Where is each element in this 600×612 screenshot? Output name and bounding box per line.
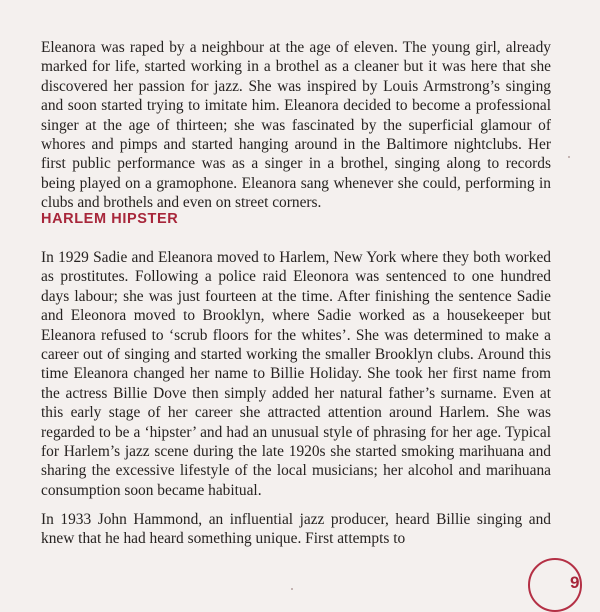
hammond-paragraph: In 1933 John Hammond, an influential jazz producer, heard Billie singing and knew that he had heard something unique. First attempts to	[41, 511, 551, 548]
page-number: 9	[570, 573, 580, 592]
intro-paragraph: Eleanora was raped by a neighbour at the age of eleven. The young girl, already marked for life, started working in a brothel as a cleaner but it was here that she discovered her passion for jazz. She was inspired by Louis Armstrong’s singing and soon started trying to imitate him. Eleanora decided to become a professional singer at the age of thirteen; she was fascinated by the superficial glamour of whores and pimps and started hanging around in the Baltimore nightclubs. Her first public performance was as a singer in a brothel, singing along to records being played on a gramophone. Eleanora sang whenever she could, performing in clubs and brothels and even on street corners.	[41, 39, 551, 212]
section-heading: HARLEM HIPSTER	[41, 211, 179, 227]
harlem-paragraph: In 1929 Sadie and Eleanora moved to Harlem, New York where they both worked as prostitutes. Following a police raid Eleonora was sentenced to one hundred days labour; she was just fourteen at the time. After finishing the sentence Sadie and Eleonora moved to Brooklyn, where Sadie worked as a housekeeper but Eleanora refused to ‘scrub floors for the whites’. She was determined to make a career out of singing and started working the smaller Brooklyn clubs. Around this time Eleanora changed her name to Billie Holiday. She took her first name from the actress Billie Dove then simply added her natural father’s surname. Even at this early stage of her career she attracted attention around Harlem. She was regarded to be a ‘hipster’ and had an unusual style of phrasing for her age. Typical for Harlem’s jazz scene during the late 1920s she started smoking marihuana and sharing the excessive lifestyle of the local musicians; her alcohol and marihuana consumption soon became habitual.	[41, 249, 551, 499]
scan-speck	[291, 588, 293, 590]
scan-speck	[568, 156, 570, 158]
